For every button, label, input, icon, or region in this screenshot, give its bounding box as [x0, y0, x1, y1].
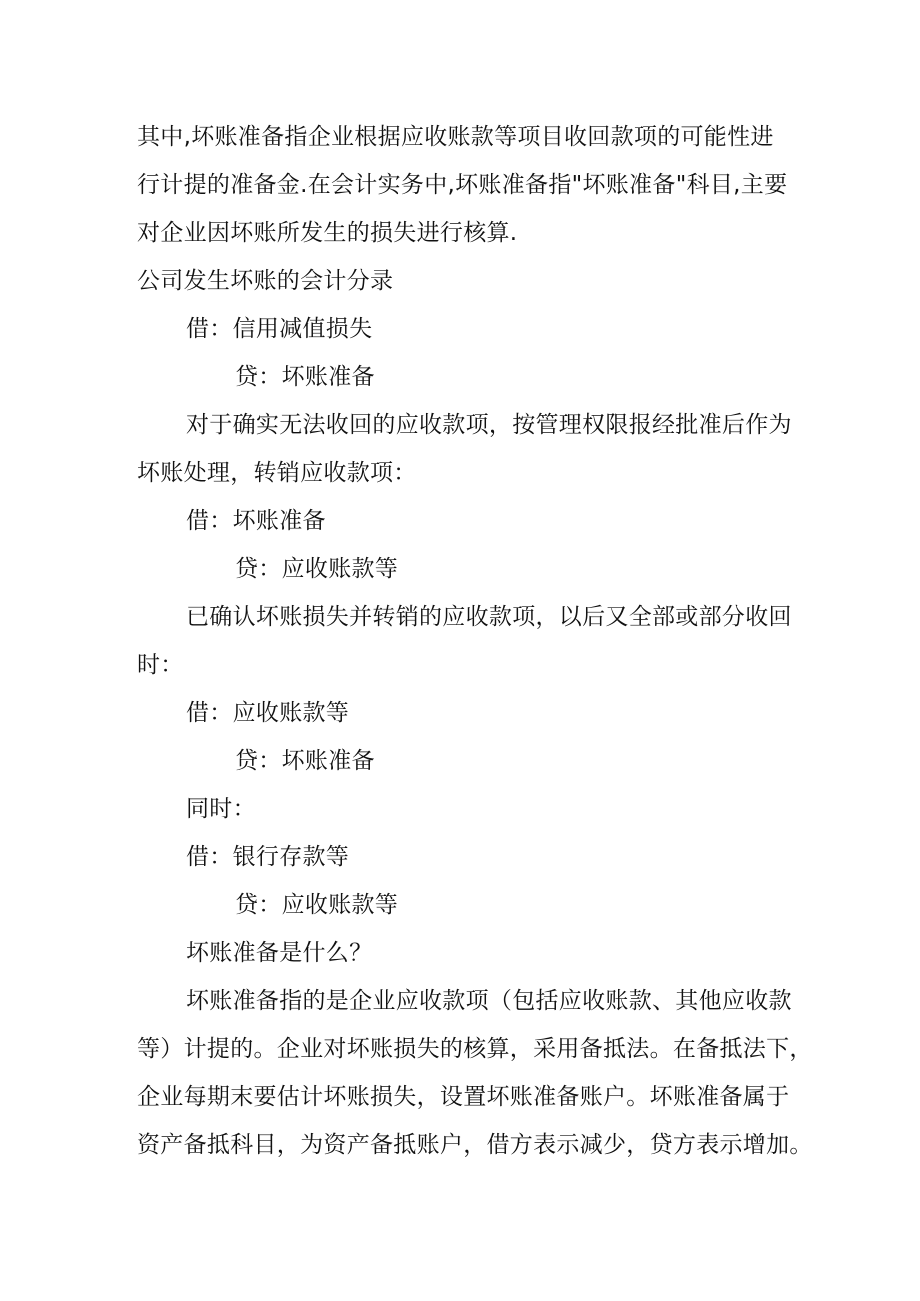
credit-entry: 贷：坏账准备 [235, 748, 375, 774]
paragraph-line: 同时： [186, 796, 256, 822]
credit-entry: 贷：应收账款等 [235, 892, 399, 918]
paragraph-line: 资产备抵科目，为资产备抵账户，借方表示减少，贷方表示增加。 [137, 1132, 813, 1158]
paragraph-line: 坏账处理，转销应收款项： [137, 460, 417, 486]
credit-entry: 贷：应收账款等 [235, 556, 399, 582]
credit-entry: 贷：坏账准备 [235, 364, 375, 390]
paragraph-line: 坏账准备指的是企业应收款项（包括应收账款、其他应收款 [186, 988, 792, 1014]
debit-entry: 借：坏账准备 [186, 508, 326, 534]
section-heading: 公司发生坏账的会计分录 [137, 268, 394, 294]
paragraph-line: 对企业因坏账所发生的损失进行核算. [137, 220, 518, 246]
debit-entry: 借：银行存款等 [186, 844, 350, 870]
debit-entry: 借：信用减值损失 [186, 316, 373, 342]
paragraph-line: 等）计提的。企业对坏账损失的核算，采用备抵法。在备抵法下， [137, 1036, 813, 1062]
paragraph-line: 其中,坏账准备指企业根据应收账款等项目收回款项的可能性进 [137, 124, 774, 150]
question-heading: 坏账准备是什么？ [186, 940, 373, 966]
paragraph-line: 企业每期末要估计坏账损失，设置坏账准备账户。坏账准备属于 [137, 1084, 790, 1110]
paragraph-line: 时： [137, 652, 184, 678]
debit-entry: 借：应收账款等 [186, 700, 350, 726]
paragraph-line: 已确认坏账损失并转销的应收款项，以后又全部或部分收回 [186, 604, 792, 630]
paragraph-line: 对于确实无法收回的应收款项，按管理权限报经批准后作为 [186, 412, 792, 438]
paragraph-line: 行计提的准备金.在会计实务中,坏账准备指"坏账准备"科目,主要 [137, 172, 788, 198]
